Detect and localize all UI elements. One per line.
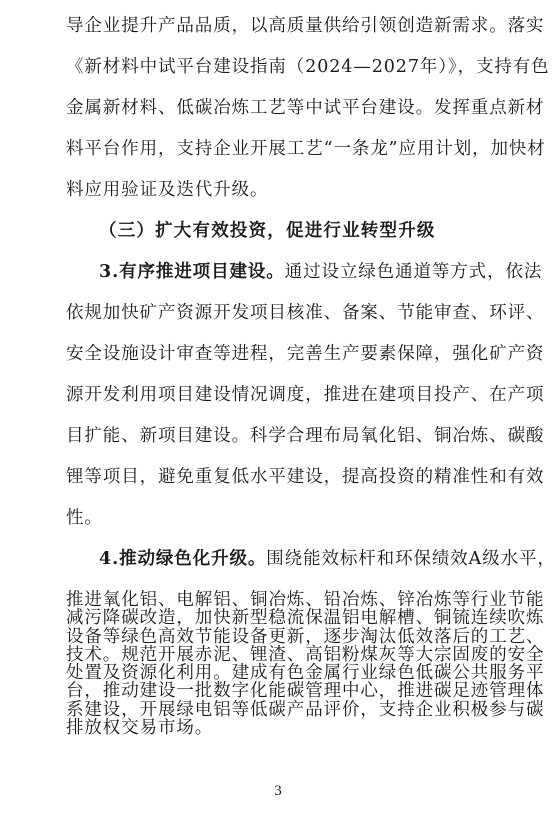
body-text-line: 金属新材料、低碳冶炼工艺等中试平台建设。发挥重点新材 bbox=[66, 98, 545, 118]
body-text-line: 减污降碳改造，加快新型稳流保温铝电解槽、铜锍连续吹炼 bbox=[66, 608, 545, 628]
body-text-line: 料平台作用，支持企业开展工艺“一条龙”应用计划，加快材 bbox=[66, 139, 546, 159]
body-text-line: 系建设，开展绿电铝等低碳产品评价，支持企业积极参与碳 bbox=[66, 700, 545, 720]
paragraph-lead-bold: 3.有序推进项目建设。 bbox=[99, 262, 285, 282]
body-text-line: 源开发利用项目建设情况调度，推进在建项目投产、在产项 bbox=[66, 385, 545, 405]
paragraph-first-rest: 围绕能效标杆和环保绩效A级水平， bbox=[266, 549, 556, 569]
body-text-line: 料应用验证及迭代升级。 bbox=[66, 180, 269, 200]
body-text-line: 安全设施设计审查等进程，完善生产要素保障，强化矿产资 bbox=[66, 344, 545, 364]
body-text-line: 导企业提升产品品质，以高质量供给引领创造新需求。落实 bbox=[66, 16, 545, 36]
paragraph-lead-bold: 4.推动绿色化升级。 bbox=[99, 549, 267, 569]
body-text-line: 台，推动建设一批数字化能碳管理中心，推进碳足迹管理体 bbox=[66, 681, 545, 701]
body-text-line: 目扩能、新项目建设。科学合理布局氧化铝、铜冶炼、碳酸 bbox=[66, 426, 545, 446]
paragraph-first-line bbox=[99, 260, 542, 284]
paragraph-first-line bbox=[99, 547, 556, 571]
body-text-line: 技术。规范开展赤泥、锂渣、高铝粉煤灰等大宗固废的安全 bbox=[66, 645, 545, 665]
body-text-line: 排放权交易市场。 bbox=[66, 718, 214, 738]
body-text-line: 处置及资源化利用。建成有色金属行业绿色低碳公共服务平 bbox=[66, 663, 545, 683]
body-text-line: 推进氧化铝、电解铝、铜冶炼、铅冶炼、锌冶炼等行业节能 bbox=[66, 590, 545, 610]
page-number: 3 bbox=[274, 783, 282, 799]
body-text-line: 性。 bbox=[66, 508, 103, 528]
paragraph-first-rest: 通过设立绿色通道等方式，依法 bbox=[284, 262, 543, 282]
body-text-line: 依规加快矿产资源开发项目核准、备案、节能审查、环评、 bbox=[66, 303, 545, 323]
body-text-line: 《新材料中试平台建设指南（2024—2027年）》，支持有色 bbox=[66, 57, 550, 77]
body-text-line: 设备等绿色高效节能设备更新，逐步淘汰低效落后的工艺、 bbox=[66, 627, 545, 647]
body-text-line: 锂等项目，避免重复低水平建设，提高投资的精准性和有效 bbox=[66, 467, 545, 487]
section-heading: （三）扩大有效投资，促进行业转型升级 bbox=[99, 221, 436, 241]
